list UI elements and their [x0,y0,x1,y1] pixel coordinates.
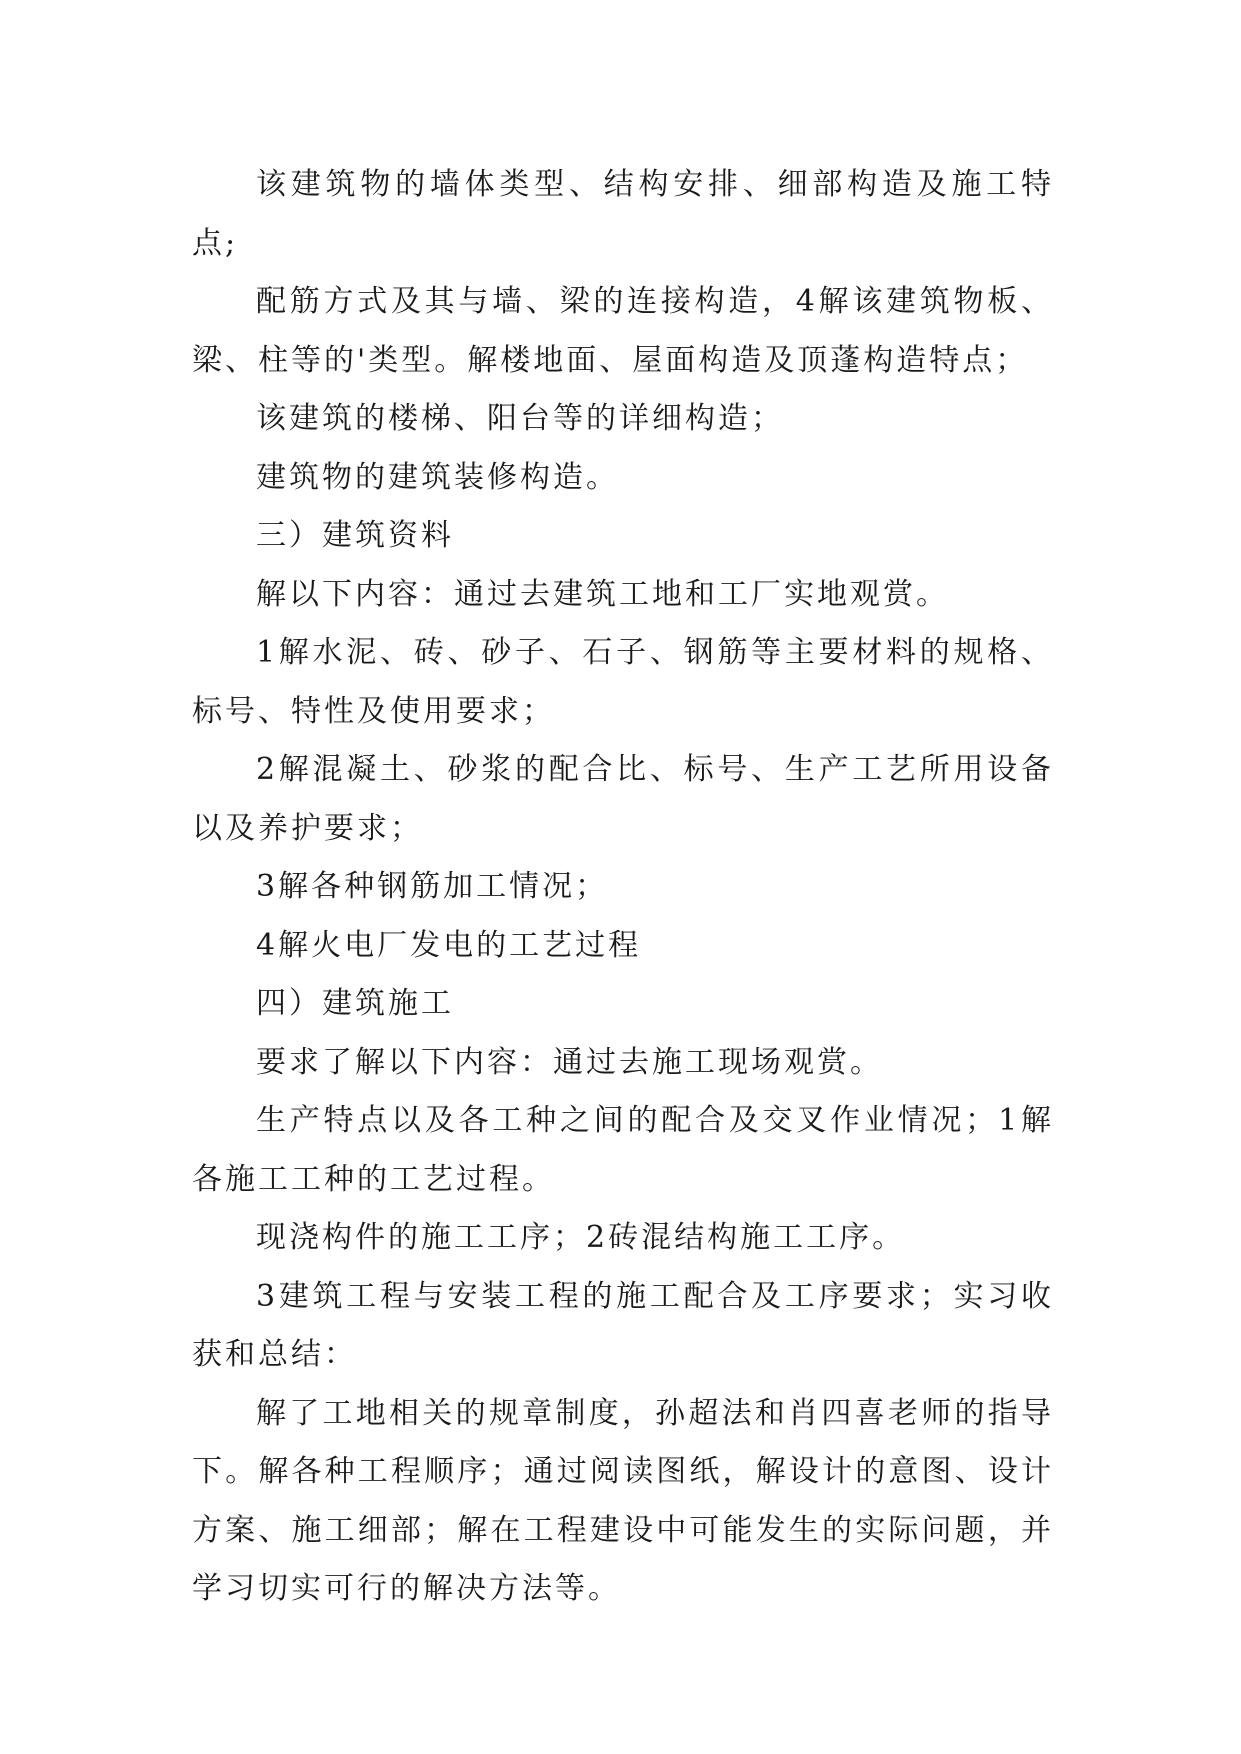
list-item-materials-3: 3解各种钢筋加工情况； [256,869,609,904]
list-item-materials-4: 4解火电厂发电的工艺过程 [256,927,642,963]
paragraph-materials-intro: 解以下内容：通过去建筑工地和工厂实地观赏。 [256,576,949,612]
paragraph-stairs-balcony: 该建筑的楼梯、阳台等的详细构造； [256,401,784,436]
paragraph-reinforcement: 配筋方式及其与墙、梁的连接构造，4解该建筑物板、梁、柱等的'类型。解楼地面、屋面构造及顶蓬构造特点； [192,284,1054,378]
section-heading-construction: 四）建筑施工 [256,986,454,1021]
paragraph-wall-structure: 该建筑物的墙体类型、结构安排、细部构造及施工特点; [192,167,1054,261]
list-item-materials-2: 2解混凝土、砂浆的配合比、标号、生产工艺所用设备以及养护要求； [192,752,1054,846]
list-item-materials-1: 1解水泥、砖、砂子、石子、钢筋等主要材料的规格、标号、特性及使用要求； [192,635,1054,729]
list-item-construction-2: 现浇构件的施工工序；2砖混结构施工工序。 [256,1220,906,1255]
paragraph-decoration: 建筑物的建筑装修构造。 [256,459,619,495]
document-body [192,156,1054,1619]
section-heading-materials: 三）建筑资料 [256,518,454,553]
paragraph-construction-intro: 要求了解以下内容：通过去施工现场观赏。 [256,1044,883,1080]
paragraph-summary: 解了工地相关的规章制度，孙超法和肖四喜老师的指导下。解各种工程顺序；通过阅读图纸，解设计的意图、设计方案、施工细部；解在工程建设中可能发生的实际问题，并学习切实可行的解决方法等。 [192,1395,1054,1606]
list-item-construction-3: 3建筑工程与安装工程的施工配合及工序要求；实习收获和总结： [192,1278,1054,1372]
list-item-construction-1: 生产特点以及各工种之间的配合及交叉作业情况；1解各施工工种的工艺过程。 [192,1103,1054,1197]
